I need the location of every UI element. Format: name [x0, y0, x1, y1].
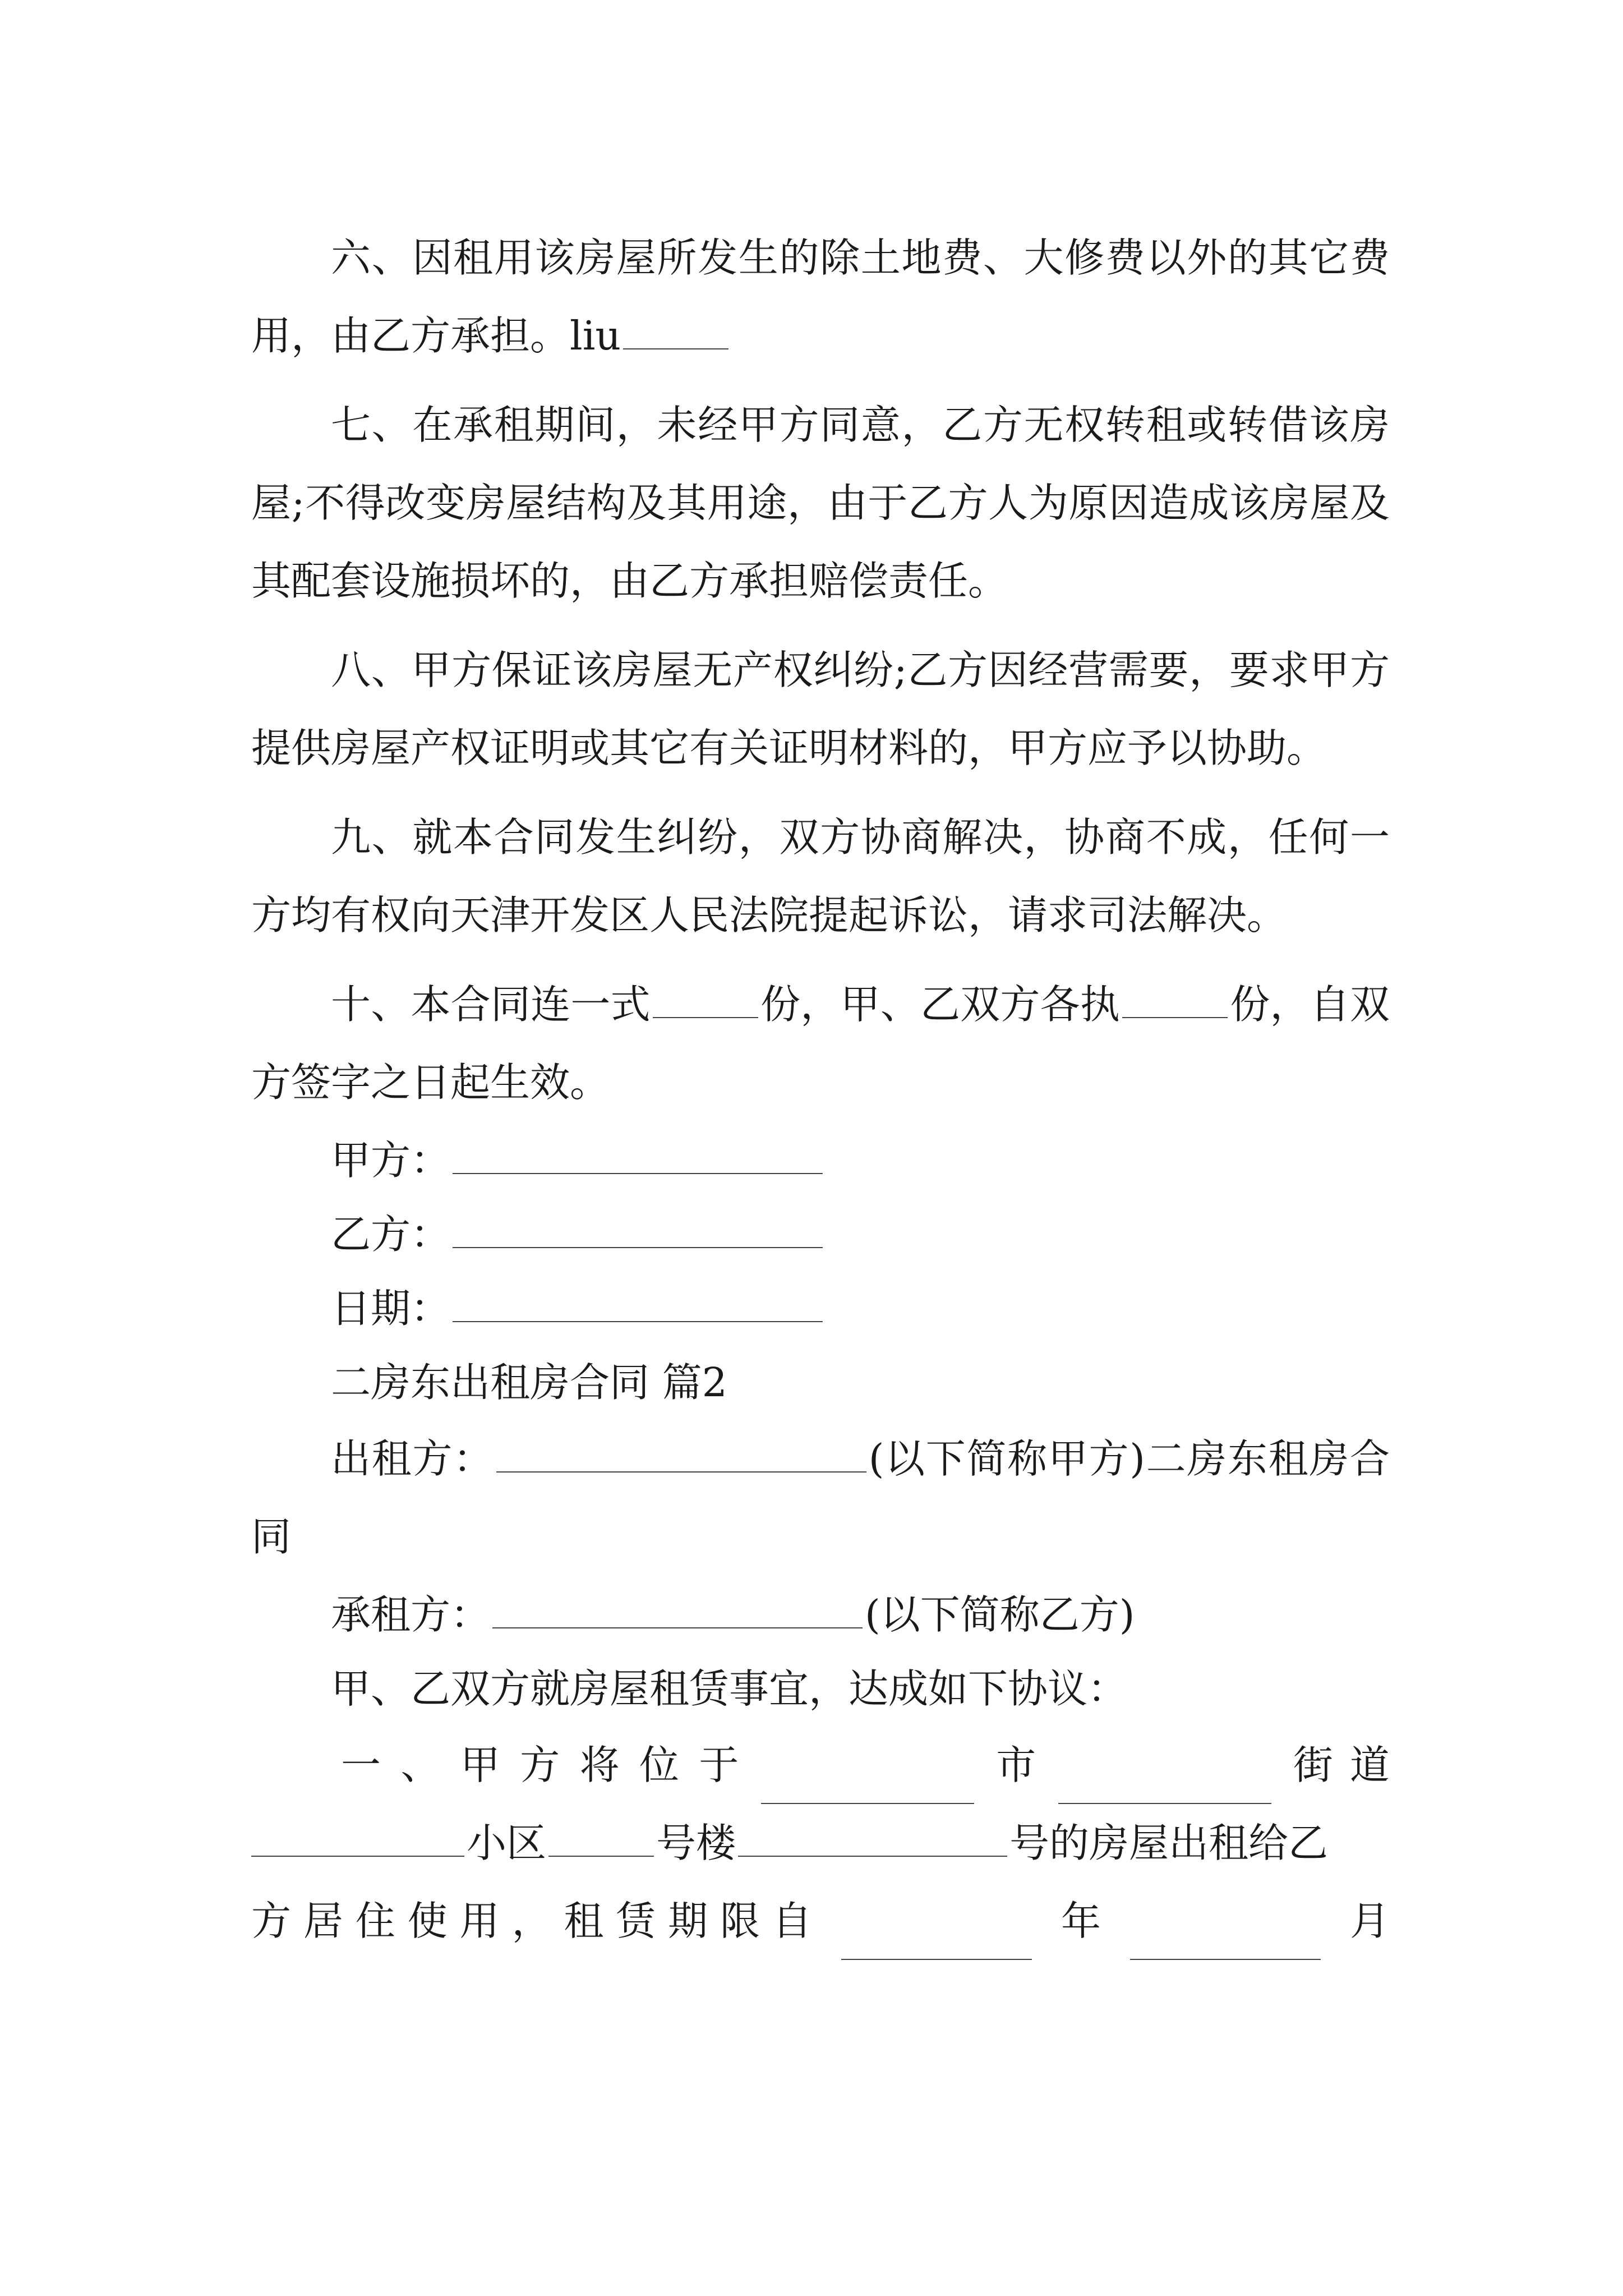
party-b-label: 乙方： [331, 1211, 451, 1258]
party-b-blank [453, 1246, 823, 1248]
clause-10-part3: 份，自双方签字之日起生效。 [251, 981, 1390, 1106]
lessor-label: 出租方： [331, 1435, 494, 1482]
clause-1-word: 、 [400, 1742, 441, 1788]
lessee-line [251, 1578, 1390, 1652]
party-a-blank [453, 1172, 823, 1174]
clause-1-word: 将 [579, 1742, 620, 1788]
clause-1-line-2 [251, 1804, 1390, 1882]
clause-9: 九、就本合同发生纠纷，双方协商解决，协商不成，任何一方均有权向天津开发区人民法院提起诉讼，请求司法解决。 [251, 814, 1390, 938]
clause-1-word: 期 [668, 1898, 708, 1944]
lessee-blank [492, 1627, 863, 1628]
clause-1-word: 租 [564, 1898, 604, 1944]
agreement-intro: 甲、乙双方就房屋租赁事宜，达成如下协议： [331, 1665, 1128, 1712]
street-label: 街道 [1293, 1742, 1407, 1788]
clause-1-word: 方 [520, 1742, 560, 1788]
lessee-suffix: (以下简称乙方) [865, 1591, 1135, 1638]
year-start-blank [841, 1958, 1032, 1960]
party-b-line [251, 1198, 1390, 1272]
clause-1-word: 住 [355, 1898, 395, 1944]
signature-block [251, 1124, 1390, 1420]
date-label: 日期： [331, 1285, 451, 1332]
section-2-title: 二房东出租房合同 篇2 [331, 1359, 727, 1406]
room-suffix: 号的房屋出租给乙 [1009, 1820, 1329, 1866]
clause-1-word: 使 [407, 1898, 448, 1944]
clause-1-line-1 [251, 1726, 1407, 1804]
clause-1-word: 用 [459, 1898, 500, 1944]
month-label: 月 [1349, 1898, 1390, 1944]
clause-6 [251, 219, 1390, 375]
clause-1-word: 位 [639, 1742, 679, 1788]
clause-1-word: 方 [251, 1898, 292, 1944]
clause-1-word: 居 [303, 1898, 343, 1944]
building-label: 号楼 [656, 1820, 736, 1866]
clause-1 [251, 1726, 1407, 1960]
month-start-blank [1130, 1958, 1321, 1960]
clause-10-part2: 份，甲、乙双方各执 [760, 981, 1121, 1028]
lessor-blank [496, 1471, 866, 1473]
lessee-label: 承租方： [331, 1591, 491, 1638]
clause-6-blank [623, 348, 728, 349]
clause-1-word: 甲 [460, 1742, 500, 1788]
clause-8: 八、甲方保证该房屋无产权纠纷;乙方因经营需要，要求甲方提供房屋产权证明或其它有关证明材料的，甲方应予以协助。 [251, 647, 1390, 771]
clause-1-word: ， [511, 1898, 552, 1944]
clause-1-line-3-words [251, 1882, 812, 1960]
clause-7: 七、在承租期间，未经甲方同意，乙方无权转租或转借该房屋;不得改变房屋结构及其用途，由于乙方人为原因造成该房屋及其配套设施损坏的，由乙方承担赔偿责任。 [251, 402, 1390, 604]
clause-1-word: 限 [720, 1898, 760, 1944]
lessor-suffix: (以下简称甲方)二房东租房合同 [251, 1435, 1390, 1560]
building-blank [548, 1855, 654, 1857]
clause-1-word: 一 [341, 1742, 381, 1788]
date-blank [453, 1320, 823, 1322]
clause-1-line-3 [251, 1882, 1390, 1960]
party-a-label: 甲方： [331, 1137, 451, 1184]
contract-body [251, 219, 1407, 1960]
community-label: 小区 [467, 1820, 547, 1866]
address-blank [251, 1855, 464, 1857]
clause-1-word: 于 [699, 1742, 739, 1788]
clause-10-part1: 十、本合同连一式 [331, 981, 651, 1028]
copies-each-blank [1122, 1016, 1228, 1018]
date-line [251, 1272, 1390, 1346]
year-label: 年 [1061, 1898, 1101, 1944]
clause-10 [251, 965, 1390, 1121]
room-blank [738, 1855, 1007, 1857]
clause-1-word: 自 [772, 1898, 812, 1944]
lessor-line [251, 1420, 1390, 1576]
city-label: 市 [996, 1742, 1036, 1788]
copies-total-blank [653, 1016, 758, 1018]
party-a-line [251, 1124, 1390, 1198]
clause-6-text: 六、因租用该房屋所发生的除土地费、大修费以外的其它费用，由乙方承担。liu [251, 234, 1390, 359]
clause-1-word: 赁 [616, 1898, 656, 1944]
